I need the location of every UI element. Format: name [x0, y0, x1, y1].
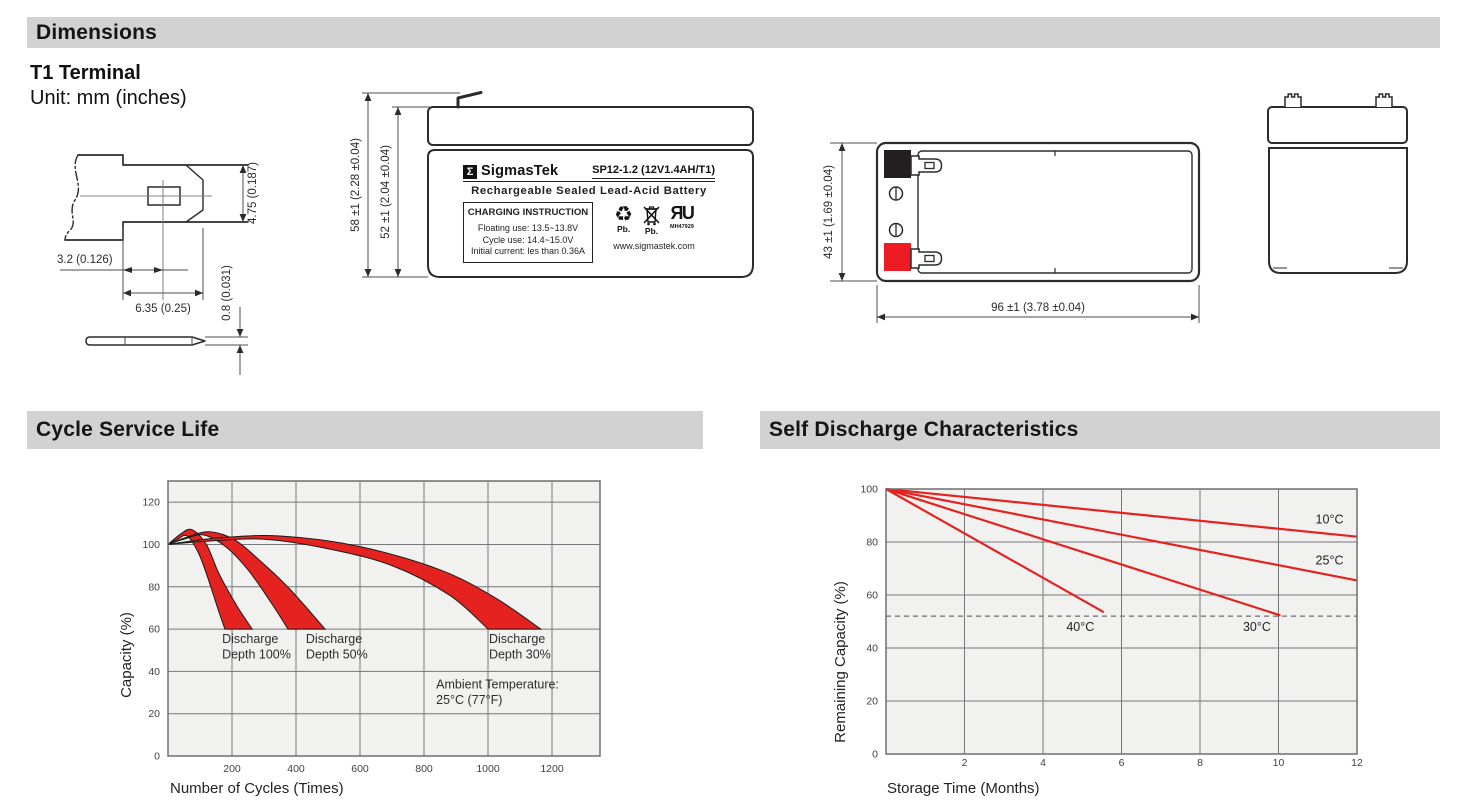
positive-terminal: [884, 243, 911, 271]
end-view-lid: [1268, 107, 1407, 143]
svg-text:10: 10: [1272, 757, 1285, 769]
battery-label: [463, 163, 715, 263]
svg-text:Storage Time (Months): Storage Time (Months): [887, 780, 1040, 797]
svg-text:0: 0: [154, 750, 160, 763]
battery-lid: [428, 107, 753, 145]
svg-text:0: 0: [872, 748, 878, 761]
self-discharge-chart: [765, 455, 1467, 806]
svg-text:12: 12: [1351, 757, 1363, 769]
tab-bottom-edge: [65, 222, 248, 240]
svg-text:25°C: 25°C: [1315, 553, 1344, 568]
ul-recognized-icon: ЯU MH47929: [669, 203, 694, 230]
dim-case-height: 52 ±1 (2.04 ±0.04): [380, 145, 392, 239]
svg-text:8: 8: [1197, 757, 1203, 769]
tab-top-edge: [78, 155, 248, 165]
dim-thickness: 0.8 (0.031): [221, 265, 233, 321]
svg-text:800: 800: [415, 763, 433, 775]
end-view-drawing: [1255, 85, 1435, 285]
cycle-service-life-chart: [95, 455, 660, 806]
model-number: SP12-1.2 (12V1.4AH/T1): [592, 164, 715, 179]
svg-text:DischargeDepth 50%: Discharge Depth 50%: [305, 631, 368, 662]
svg-text:20: 20: [148, 708, 160, 721]
svg-text:20: 20: [866, 695, 878, 708]
svg-text:400: 400: [287, 763, 305, 775]
svg-text:2: 2: [961, 757, 968, 769]
svg-text:DischargeDepth 100%: Discharge Depth 100%: [222, 631, 291, 662]
svg-text:600: 600: [351, 763, 369, 775]
dim-top-width: 96 ±1 (3.78 ±0.04): [991, 302, 1085, 314]
charging-line-2: Cycle use: 14.4~15.0V: [482, 234, 574, 245]
dim-total-height: 58 ±1 (2.28 ±0.04): [350, 138, 362, 232]
terminal-side-view: [86, 337, 205, 345]
cycle-section-title: Cycle Service Life: [36, 418, 220, 441]
front-terminal-tab: [458, 93, 481, 108]
svg-text:Capacity (%): Capacity (%): [118, 612, 135, 698]
top-view-drawing: [815, 120, 1235, 335]
break-line: [65, 155, 78, 240]
tab-tip-chamfer: [186, 165, 203, 222]
svg-text:120: 120: [142, 496, 160, 509]
dimensions-title: Dimensions: [36, 20, 158, 44]
dimensions-section-bar: [27, 17, 1440, 48]
unit-note: Unit: mm (inches): [30, 87, 187, 109]
end-terminal-left: [1285, 94, 1301, 107]
svg-text:40°C: 40°C: [1066, 619, 1095, 634]
website-url: www.sigmastek.com: [613, 240, 695, 251]
svg-text:40: 40: [148, 665, 160, 678]
svg-text:80: 80: [148, 581, 160, 594]
self-discharge-section-bar: [760, 411, 1440, 449]
top-view-inner-case: [918, 151, 1192, 273]
end-view-body: [1269, 148, 1407, 273]
dim-tab-height: 4.75 (0.187): [247, 161, 259, 225]
svg-text:Remaining Capacity (%): Remaining Capacity (%): [832, 581, 849, 743]
recycle-pb-icon: ♻ Pb.: [614, 203, 633, 234]
svg-text:100: 100: [142, 538, 160, 551]
dim-hole-offset: 3.2 (0.126): [57, 254, 113, 266]
charging-instruction-box: [463, 202, 593, 263]
label-subtitle: Rechargeable Sealed Lead-Acid Battery: [471, 185, 707, 197]
crossed-bin-pb-icon: Pb.: [642, 204, 661, 236]
terminal-detail-drawing: [40, 130, 340, 380]
svg-text:DischargeDepth 30%: Discharge Depth 30%: [488, 631, 551, 662]
dim-tab-width: 6.35 (0.25): [135, 303, 191, 315]
svg-text:10°C: 10°C: [1315, 512, 1344, 527]
svg-text:6: 6: [1118, 757, 1125, 769]
charging-line-3: Initial current: les than 0.36A: [470, 246, 586, 257]
svg-text:40: 40: [866, 642, 878, 655]
cycle-section-bar: [27, 411, 703, 449]
label-header: [463, 163, 715, 182]
brand-name: SigmasTek: [481, 163, 559, 179]
svg-text:200: 200: [223, 763, 241, 775]
svg-text:1200: 1200: [540, 763, 564, 775]
terminal-type-heading: T1 Terminal: [30, 62, 141, 84]
svg-text:1000: 1000: [476, 763, 500, 775]
svg-text:4: 4: [1040, 757, 1046, 769]
svg-text:60: 60: [866, 589, 878, 602]
svg-text:100: 100: [860, 483, 878, 496]
svg-text:Ambient Temperature:25°C (77°F: Ambient Temperature: 25°C (77°F): [436, 677, 559, 707]
svg-text:30°C: 30°C: [1242, 619, 1271, 634]
svg-text:80: 80: [866, 536, 878, 549]
front-view-drawing: [350, 85, 765, 315]
charging-title: CHARGING INSTRUCTION: [467, 207, 589, 218]
dim-top-height: 43 ±1 (1.69 ±0.04): [823, 165, 835, 259]
negative-terminal: [884, 150, 911, 178]
svg-text:Number of Cycles (Times): Number of Cycles (Times): [170, 780, 344, 797]
sigma-logo-icon: Σ: [463, 165, 477, 179]
self-discharge-section-title: Self Discharge Characteristics: [769, 418, 1079, 441]
end-terminal-right: [1376, 94, 1392, 107]
charging-line-1: Floating use: 13.5~13.8V: [477, 223, 579, 233]
svg-text:60: 60: [148, 623, 160, 636]
